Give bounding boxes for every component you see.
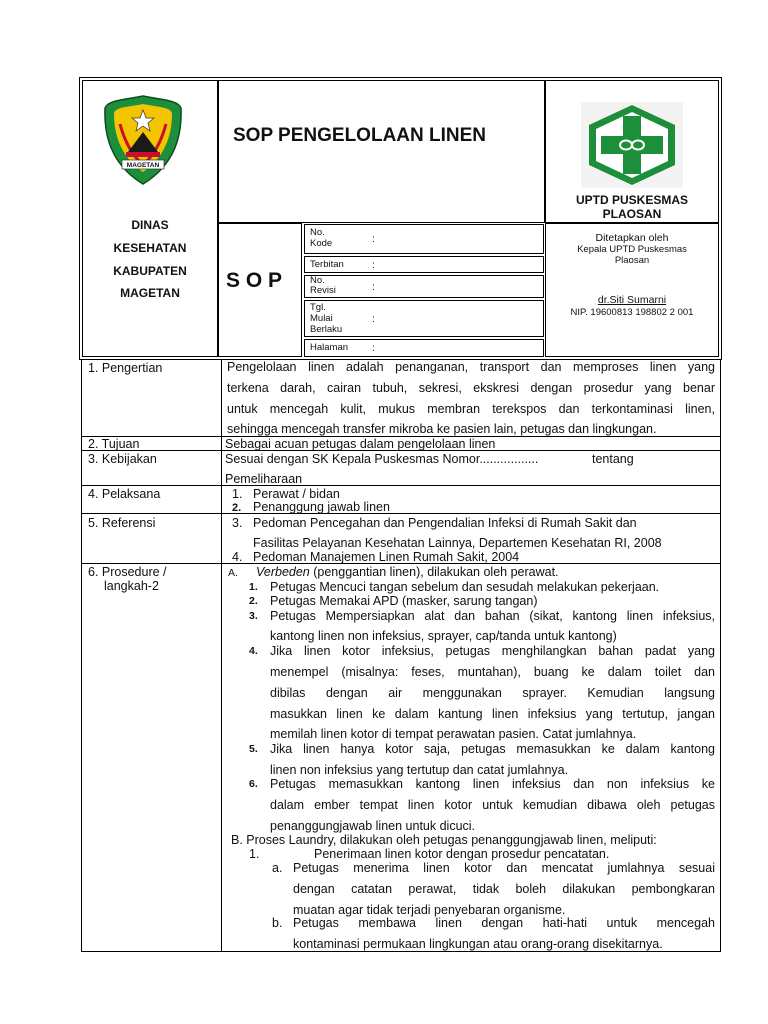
tujuan-text: Sebagai acuan petugas dalam pengelolaan linen — [225, 437, 496, 451]
field-halaman-sep: : — [372, 342, 375, 354]
kebijakan-line-2: Pemeliharaan — [225, 472, 303, 486]
step-line: Petugas Mempersiapkan alat dan bahan (sikat, kantong linen infeksius, — [270, 609, 715, 623]
kebijakan-line-1: Sesuai dengan SK Kepala Puskesmas Nomor................. — [225, 452, 539, 466]
field-tgl-sep: : — [372, 313, 375, 325]
step-num: 2. — [249, 595, 258, 607]
referensi-item: Pedoman Manajemen Linen Rumah Sakit, 2004 — [253, 550, 520, 564]
field-halaman-label: Halaman — [310, 342, 349, 353]
field-terbitan-label: Terbitan — [310, 259, 344, 270]
sub-line: dengan catatan perawat, tidak boleh dilakukan pembongkaran — [293, 882, 715, 896]
approval-line-2: Kepala UPTD Puskesmas — [577, 244, 687, 255]
pelaksana-num: 2. — [232, 502, 242, 514]
step-line: Petugas memasukkan kantong linen infeksius dan non infeksius ke — [270, 777, 715, 791]
row-label-referensi: 5. Referensi — [88, 516, 156, 530]
row-divider — [81, 513, 721, 514]
step-num: 4. — [249, 645, 258, 657]
section-b-heading: B. Proses Laundry, dilakukan oleh petugas penanggungjawab linen, meliputi: — [231, 833, 657, 847]
sub-line: kontaminasi permukaan lingkungan atau orang-orang disekitarnya. — [293, 937, 663, 951]
page-title: SOP PENGELOLAAN LINEN — [233, 125, 487, 146]
section-b1-num: 1. — [249, 847, 260, 861]
step-line: menempel (misalnya: feses, muntahan), buang ke dalam toilet dan — [270, 665, 715, 679]
title-cell — [218, 80, 545, 223]
row-label-tujuan: 2. Tujuan — [88, 437, 140, 451]
referensi-item-cont: Fasilitas Pelayanan Kesehatan Lainnya, Departemen Kesehatan RI, 2008 — [253, 536, 662, 550]
approval-line-1: Ditetapkan oleh — [595, 232, 669, 244]
field-revisi-sep: : — [372, 281, 375, 293]
step-line: dibilas dengan air menggunakan sprayer. Kemudian langsung — [270, 686, 715, 700]
sub-letter: a. — [272, 861, 283, 875]
dept-line-2: KESEHATAN — [113, 241, 187, 255]
dept-line-3: KABUPATEN — [113, 264, 187, 278]
sub-line: Petugas menerima linen kotor dan mencatat jumlahnya sesuai — [293, 861, 715, 875]
step-num: 6. — [249, 778, 258, 790]
step-line: kantong linen non infeksius, sprayer, cap/tanda untuk kantong) — [270, 629, 617, 643]
section-a-heading — [256, 565, 559, 579]
field-kode-label: No. Kode — [310, 227, 333, 249]
step-line: Jika linen hanya kotor saja, petugas memasukkan ke dalam kantong — [270, 742, 715, 756]
kebijakan-line-1b: tentang — [592, 452, 634, 466]
dept-line-4: MAGETAN — [120, 286, 180, 300]
pelaksana-item: Perawat / bidan — [253, 487, 340, 501]
dept-line-1: DINAS — [131, 218, 169, 232]
step-line: Jika linen kotor infeksius, petugas menghilangkan bahan padat yang — [270, 644, 715, 658]
field-kode-sep: : — [372, 233, 375, 245]
step-num: 1. — [249, 581, 258, 593]
step-num: 3. — [249, 610, 258, 622]
puskesmas-line-1: UPTD PUSKESMAS — [575, 193, 688, 207]
approval-line-3: Plaosan — [614, 255, 650, 266]
section-b1-text: Penerimaan linen kotor dengan prosedur pencatatan. — [314, 847, 610, 861]
pengertian-line: untuk mencegah kulit, mukus membran terekspos dan terkontaminasi linen, — [227, 402, 715, 416]
approval-nip: NIP. 19600813 198802 2 001 — [570, 307, 694, 318]
row-label-prosedure-2: langkah-2 — [104, 579, 159, 593]
label-column-divider — [221, 359, 222, 952]
referensi-item: Pedoman Pencegahan dan Pengendalian Infeksi di Rumah Sakit dan — [253, 516, 637, 530]
step-line: Petugas Mencuci tangan sebelum dan sesudah melakukan pekerjaan. — [270, 580, 660, 594]
puskesmas-line-2: PLAOSAN — [602, 207, 662, 221]
pengertian-line: sehingga mencegah transfer mikroba ke pasien lain, petugas dan lingkungan. — [227, 422, 657, 436]
section-a-rest: (penggantian linen), dilakukan oleh perawat. — [309, 565, 559, 579]
field-revisi-label: No. Revisi — [310, 275, 336, 296]
logo-banner-text: MAGETAN — [126, 162, 160, 169]
pengertian-line: Pengelolaan linen adalah penanganan, transport dan memproses linen yang — [227, 360, 715, 374]
step-line: Petugas Memakai APD (masker, sarung tangan) — [270, 594, 538, 608]
magetan-logo — [102, 94, 184, 186]
step-line: masukkan linen ke dalam kantung linen infeksius yang tertutup, jangan — [270, 707, 715, 721]
field-kode — [304, 224, 544, 254]
pelaksana-num: 1. — [232, 487, 243, 501]
row-label-prosedure: 6. Prosedure / — [88, 565, 167, 579]
referensi-num: 4. — [232, 550, 243, 564]
sub-line: Petugas membawa linen dengan hati-hati untuk mencegah — [293, 916, 715, 930]
step-line: dalam ember tempat linen kotor untuk kemudian dibawa oleh petugas — [270, 798, 715, 812]
row-divider — [81, 485, 721, 486]
puskesmas-logo — [581, 102, 683, 188]
step-line: penanggungjawab linen untuk dicuci. — [270, 819, 476, 833]
step-line: memilah linen kotor di tempat perawatan pasien. Catat jumlahnya. — [270, 727, 637, 741]
sop-label: S O P — [226, 269, 283, 292]
pelaksana-item: Penanggung jawab linen — [253, 500, 390, 514]
field-revisi — [304, 275, 544, 298]
section-a-italic: Verbeden — [256, 565, 310, 579]
field-tgl-label: Tgl. Mulai Berlaku — [310, 302, 343, 335]
step-line: linen non infeksius yang tertutup dan catat jumlahnya. — [270, 763, 569, 777]
referensi-num: 3. — [232, 516, 243, 530]
field-terbitan-sep: : — [372, 259, 375, 271]
section-a-letter: A. — [228, 567, 238, 579]
row-label-kebijakan: 3. Kebijakan — [88, 452, 157, 466]
pengertian-line: terkena darah, cairan tubuh, sekresi, ekskresi dengan prosedur yang benar — [227, 381, 715, 395]
row-label-pengertian: 1. Pengertian — [88, 361, 163, 375]
step-num: 5. — [249, 743, 258, 755]
approval-name: dr.Siti Sumarni — [597, 294, 667, 306]
sub-letter: b. — [272, 916, 283, 930]
sub-line: muatan agar tidak terjadi penyebaran organisme. — [293, 903, 566, 917]
row-label-pelaksana: 4. Pelaksana — [88, 487, 161, 501]
